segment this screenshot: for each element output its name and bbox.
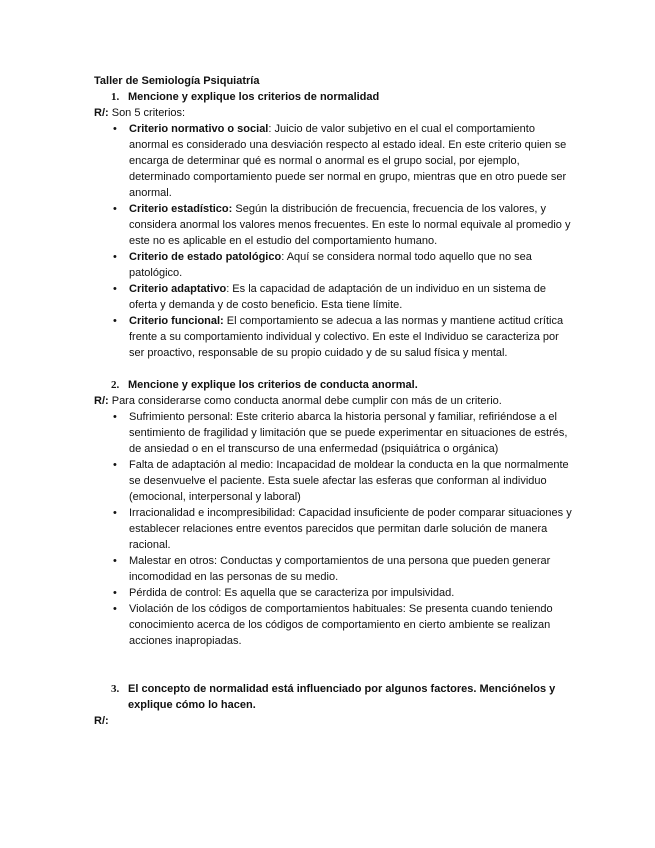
question-1-text: Mencione y explique los criterios de normalidad [128,91,380,103]
question-3-number: 3. [111,683,120,695]
criterion-description: Sufrimiento personal: Este criterio abarca la historia personal y familiar, refiriéndose a el sentimiento de fragilidad y limitación que se puede experimentar en situaciones de estrés, de ansiedad o en el transcurso de una enfermedad (psiquiátrica o orgánica) [129,411,568,455]
list-item [94,313,574,361]
document-title: Taller de Semiología Psiquiatría [94,75,260,87]
criterion-description: Violación de los códigos de comportamientos habituales: Se presenta cuando teniendo conocimiento acerca de los códigos de comportamiento en cierto ambiente se realizan acciones inapropiadas. [129,603,553,647]
criterion-term: Criterio adaptativo [129,283,227,295]
criterion-term: Criterio de estado patológico [129,251,282,263]
list-item [94,553,574,585]
criterion-description: Falta de adaptación al medio: Incapacidad de moldear la conducta en la que normalmente se desenvuelve el paciente. Esta suele afectar las esferas que conforman al individuo (emocional, interpersonal y laboral) [129,459,569,503]
list-item [94,601,574,649]
criterion-term: Criterio normativo o social [129,123,269,135]
spacer [94,361,574,377]
bullet-icon: • [113,555,117,567]
bullet-icon: • [113,315,117,327]
criterion-description: : Es la capacidad de adaptación de un individuo en un sistema de oferta y demanda y de costo beneficio. Esta tiene límite. [129,283,547,311]
answer-1-label: R/: [94,107,109,119]
bullet-icon: • [113,587,117,599]
question-1-heading [94,89,574,105]
answer-3-label: R/: [94,715,109,727]
bullet-icon: • [113,203,117,215]
answer-1-text: Son 5 criterios: [108,107,186,119]
bullet-icon: • [113,123,117,135]
criterion-description: Irracionalidad e incompresibilidad: Capacidad insuficiente de poder comparar situaciones y establecer relaciones entre eventos parecidos que permitan darle solución de manera racional. [129,507,572,551]
criterion-description: : Juicio de valor subjetivo en el cual el comportamiento anormal es considerado una desviación respecto al estado ideal. En este criterio quien se encarga de determinar qué es normal o anormal es el grupo social, por ejemplo, determinado comportamiento puede ser normal en grupo, mientras que en otro puede ser anormal. [129,123,567,199]
abnormal-conduct-criteria-list [94,409,574,649]
question-1-number: 1. [111,91,120,103]
question-3-text: El concepto de normalidad está influenciado por algunos factores. Menciónelos y explique cómo lo hacen. [128,683,556,711]
normality-criteria-list [94,121,574,361]
document-page [94,73,574,729]
bullet-icon: • [113,459,117,471]
criterion-description: : Aquí se considera normal todo aquello que no sea patológico. [129,251,532,279]
list-item [94,585,574,601]
spacer [94,649,574,681]
list-item [94,249,574,281]
question-2-heading [94,377,574,393]
question-2-number: 2. [111,379,120,391]
answer-1-line [94,105,574,121]
list-item [94,201,574,249]
bullet-icon: • [113,507,117,519]
answer-3-line [94,713,574,729]
criterion-description: Malestar en otros: Conductas y comportamientos de una persona que pueden generar incomodidad en las personas de su medio. [129,555,551,583]
criterion-description: El comportamiento se adecua a las normas y mantiene actitud crítica frente a su comportamiento individual y colectivo. En este el Individuo se caracteriza por ser proactivo, responsable de su propio cuidado y de su salud física y mental. [129,315,564,359]
answer-2-text: Para considerarse como conducta anormal debe cumplir con más de un criterio. [108,395,502,407]
list-item [94,121,574,201]
criterion-description: Según la distribución de frecuencia, frecuencia de los valores, y considera anormal los valores menos frecuentes. En este lo normal equivale al promedio y este no es aplicable en el estudio del comportamiento humano. [129,203,571,247]
bullet-icon: • [113,411,117,423]
question-2-text: Mencione y explique los criterios de conducta anormal. [128,379,418,391]
bullet-icon: • [113,283,117,295]
list-item [94,457,574,505]
criterion-term: Criterio funcional: [129,315,224,327]
list-item [94,505,574,553]
answer-2-line [94,393,574,409]
criterion-description: Pérdida de control: Es aquella que se caracteriza por impulsividad. [129,587,455,599]
question-3-heading [94,681,574,713]
bullet-icon: • [113,251,117,263]
list-item [94,409,574,457]
bullet-icon: • [113,603,117,615]
list-item [94,281,574,313]
criterion-term: Criterio estadístico: [129,203,233,215]
answer-2-label: R/: [94,395,109,407]
